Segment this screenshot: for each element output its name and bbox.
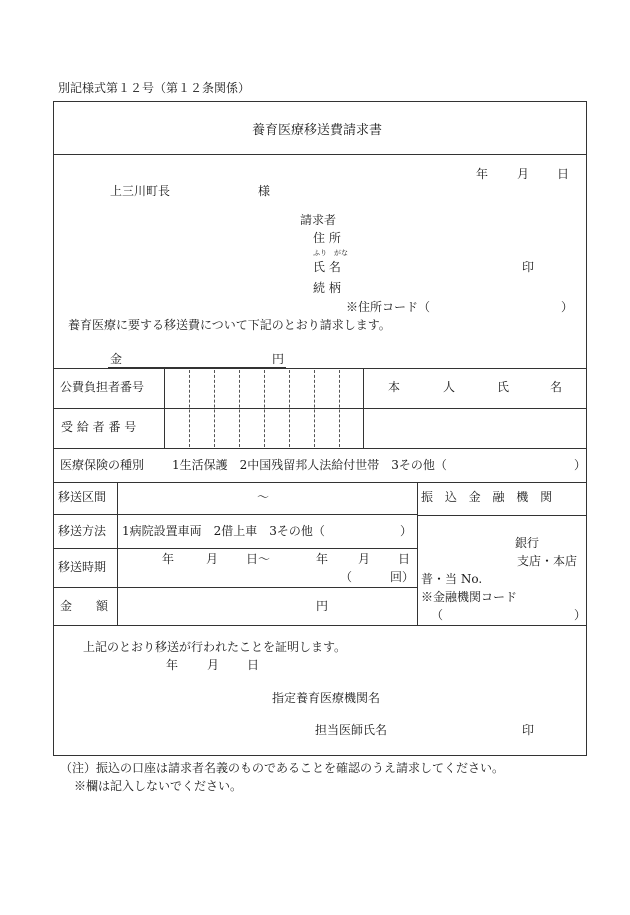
- claim-amount-label: 金: [110, 352, 123, 366]
- form-title: 養育医療移送費請求書: [252, 123, 383, 138]
- period-year-2: 年: [316, 552, 329, 566]
- note-line-2: ※欄は記入しないでください。: [74, 779, 243, 793]
- method-options: 1病院設置車両 2借上車 3その他（: [122, 524, 325, 538]
- rule-section-bottom: [54, 514, 417, 515]
- insurance-close: ）: [574, 458, 587, 472]
- period-count-open: （: [340, 570, 353, 584]
- header-ref: 別記様式第１２号（第１２条関係）: [58, 81, 251, 95]
- date-day-label: 日: [557, 167, 570, 181]
- person-name-char-4: 名: [550, 380, 563, 394]
- address-code-close: ）: [561, 300, 574, 314]
- transport-section-label: 移送区間: [58, 490, 107, 504]
- person-name-char-3: 氏: [497, 380, 510, 394]
- certification-year: 年: [166, 658, 179, 672]
- vrule-transport-label-col: [117, 482, 118, 625]
- vrule-label-col: [164, 368, 165, 448]
- doctor-seal: 印: [522, 723, 535, 737]
- branch-label: 支店・本店: [517, 554, 578, 568]
- digit-divider: [189, 370, 190, 447]
- claimant-seal: 印: [522, 260, 535, 274]
- furigana-right: がな: [334, 249, 348, 257]
- account-type-label: 普・当 No.: [421, 572, 483, 586]
- digit-divider: [239, 370, 240, 447]
- digit-divider: [289, 370, 290, 447]
- recipient-number-label: 受 給 者 番 号: [61, 420, 137, 434]
- certification-month: 月: [207, 658, 220, 672]
- furigana-left: ふり: [313, 249, 327, 257]
- method-close: ）: [400, 524, 413, 538]
- claimant-address-label: 住 所: [313, 231, 341, 245]
- period-count-close: 回）: [390, 570, 415, 584]
- person-name-char-2: 人: [443, 380, 456, 394]
- amount-unit: 円: [316, 599, 329, 613]
- claimant-relation-label: 続 柄: [313, 281, 341, 295]
- transport-method-label: 移送方法: [58, 524, 107, 538]
- payer-number-label: 公費負担者番号: [60, 380, 145, 394]
- transport-period-label: 移送時期: [58, 560, 107, 574]
- person-name-char-1: 本: [388, 380, 401, 394]
- digit-divider: [214, 370, 215, 447]
- rule-amount-bottom: [54, 625, 586, 626]
- digit-divider: [264, 370, 265, 447]
- date-year-label: 年: [476, 167, 489, 181]
- digit-divider: [339, 370, 340, 447]
- addressee-name: 上三川町長: [110, 184, 171, 198]
- request-text: 養育医療に要する移送費について下記のとおり請求します。: [68, 318, 391, 332]
- period-month: 月: [206, 552, 219, 566]
- rule-bank-header-bottom: [417, 515, 586, 516]
- claim-amount-underline: [108, 367, 286, 368]
- rule-period-bottom: [54, 587, 417, 588]
- transport-section-tilde: 〜: [257, 490, 270, 504]
- bank-name-label: 銀行: [515, 536, 540, 550]
- institution-label: 指定養育医療機関名: [272, 691, 381, 705]
- certification-text: 上記のとおり移送が行われたことを証明します。: [83, 640, 347, 654]
- note-line-1: （注）振込の口座は請求者名義のものであることを確認のうえ請求してください。: [60, 761, 505, 775]
- rule-title-bottom: [54, 154, 586, 155]
- doctor-label: 担当医師氏名: [315, 723, 388, 737]
- vrule-bank-col: [417, 482, 418, 625]
- rule-header-bottom: [54, 368, 586, 369]
- period-month-2: 月: [358, 552, 371, 566]
- bank-code-close: ）: [574, 608, 587, 622]
- period-year: 年: [162, 552, 175, 566]
- insurance-type-label: 医療保険の種別: [60, 458, 145, 472]
- address-code-label: ※住所コード（: [346, 300, 431, 314]
- claim-amount-unit: 円: [272, 352, 285, 366]
- bank-code-open: （: [431, 608, 444, 622]
- addressee-honorific: 様: [258, 184, 271, 198]
- rule-method-bottom: [54, 548, 417, 549]
- claimant-label: 請求者: [300, 213, 337, 227]
- bank-header: 振 込 金 融 機 関: [421, 490, 557, 504]
- period-day-2: 日: [398, 552, 411, 566]
- insurance-options: 1生活保護 2中国残留邦人法給付世帯 3その他（: [172, 458, 447, 472]
- bank-code-label: ※金融機関コード: [421, 590, 518, 604]
- vrule-name-col: [363, 368, 364, 448]
- certification-day: 日: [247, 658, 260, 672]
- digit-divider: [314, 370, 315, 447]
- date-month-label: 月: [517, 167, 530, 181]
- claimant-name-label: 氏 名: [313, 260, 341, 274]
- rule-insurance-bottom: [54, 482, 586, 483]
- amount-label: 金 額: [60, 599, 109, 613]
- rule-payer-bottom: [54, 408, 586, 409]
- rule-recipient-bottom: [54, 448, 586, 449]
- period-day-from: 日〜: [246, 552, 271, 566]
